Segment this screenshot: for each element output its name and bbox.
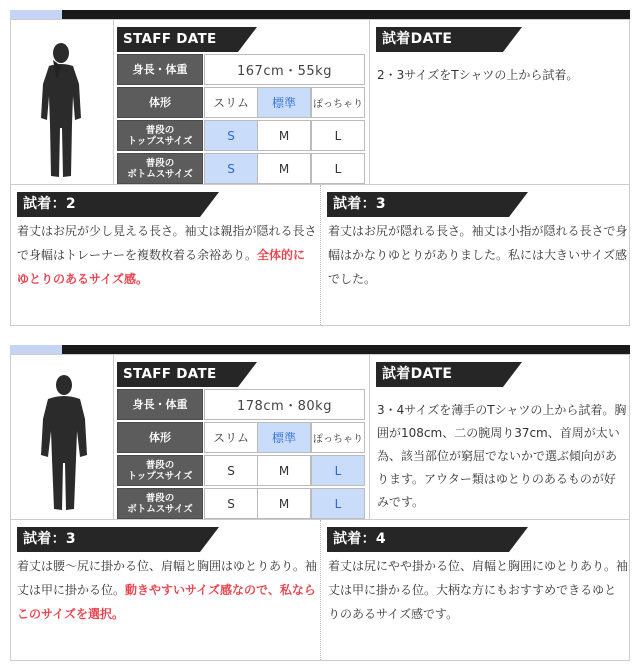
- trial-left-highlight: 全体的にゆとりのあるサイズ感。: [17, 248, 306, 286]
- staff-figure-column: [11, 355, 114, 519]
- trial-right-body: 着丈はお尻が隠れる長さ。袖丈は小指が隠れる長さで身幅はかなりゆとりがありました。私には大きいサイズ感でした。: [328, 224, 628, 286]
- staff-silhouette-icon: [31, 40, 95, 180]
- trial-panel: [10, 185, 630, 326]
- wear-date-text: 2・3サイズをTシャツの上から試着。: [377, 68, 579, 82]
- bottoms-size-l: L: [311, 488, 365, 519]
- staff-date-header: [117, 362, 238, 387]
- tops-label-line2: トップスサイズ: [127, 135, 193, 147]
- shape-chubby: ぽっちゃり: [311, 422, 365, 453]
- trial-left-header: [17, 527, 200, 552]
- trial-right-title: 試着：3: [333, 196, 386, 212]
- trial-left-body: 着丈はお尻が少し見える長さ。袖丈は親指が隠れる長さで身幅はトレーナーを複数枚着る余裕あり。: [17, 224, 317, 262]
- tops-label-line1: 普段の: [145, 459, 175, 471]
- shape-slim: スリム: [204, 87, 258, 118]
- body-shape-label: 体形: [117, 87, 203, 118]
- tops-size-m: M: [257, 120, 311, 151]
- tops-label-line1: 普段の: [145, 124, 175, 136]
- height-weight-label: 身長・体重: [117, 389, 203, 420]
- shape-standard: 標準: [257, 422, 311, 453]
- bottoms-size-m: M: [257, 488, 311, 519]
- wear-date-column: [371, 20, 630, 184]
- block-top-bar: [10, 345, 630, 354]
- staff-block-1: [10, 10, 630, 326]
- trial-left-header: [17, 192, 200, 217]
- bottoms-label-line2: ボトムスサイズ: [127, 503, 193, 515]
- bottoms-size-label: [117, 153, 203, 184]
- bottoms-label-line1: 普段の: [145, 492, 175, 504]
- trial-panel: [10, 520, 630, 661]
- body-shape-label: 体形: [117, 422, 203, 453]
- staff-date-title: STAFF DATE: [123, 366, 217, 382]
- block-top-bar: [10, 10, 630, 19]
- bottoms-size-m: M: [257, 153, 311, 184]
- wear-date-title: 試着DATE: [382, 31, 453, 47]
- trial-right-body: 着丈は尻にやや掛かる位、肩幅と胸囲にゆとりあり。袖丈は甲に掛かる位。大柄な方にもおすすめできるゆとりのあるサイズ感です。: [328, 559, 629, 621]
- shape-slim: スリム: [204, 422, 258, 453]
- trial-right-column: [322, 185, 630, 325]
- tops-size-l: L: [311, 455, 365, 486]
- wear-date-title: 試着DATE: [382, 366, 453, 382]
- staff-date-header: [117, 27, 238, 52]
- tops-size-m: M: [257, 455, 311, 486]
- staff-figure-column: [11, 20, 114, 184]
- shape-standard: 標準: [257, 87, 311, 118]
- trial-right-title: 試着：4: [333, 531, 386, 547]
- trial-left-body: 着丈は腰〜尻に掛かる位、肩幅と胸囲はゆとりあり。袖丈は甲に掛かる位。: [17, 559, 318, 597]
- bottoms-size-s: S: [204, 488, 258, 519]
- tops-label-line2: トップスサイズ: [127, 470, 193, 482]
- trial-left-column: [11, 520, 321, 660]
- tops-size-label: [117, 455, 203, 486]
- trial-left-column: [11, 185, 321, 325]
- staff-data-column: [115, 355, 370, 519]
- staff-block-2: [10, 345, 630, 661]
- trial-left-text: [17, 554, 317, 626]
- tops-size-s: S: [204, 120, 258, 151]
- trial-right-column: [322, 520, 630, 660]
- trial-right-text: [328, 554, 628, 626]
- shape-chubby: ぽっちゃり: [311, 87, 365, 118]
- trial-left-text: [17, 219, 317, 291]
- top-bar-accent: [10, 10, 62, 19]
- trial-left-title: 試着：3: [23, 531, 76, 547]
- bottoms-size-s: S: [204, 153, 258, 184]
- staff-info-panel: [10, 354, 630, 520]
- staff-info-panel: [10, 19, 630, 185]
- tops-size-label: [117, 120, 203, 151]
- trial-left-title: 試着：2: [23, 196, 76, 212]
- staff-data-column: [115, 20, 370, 184]
- height-weight-value: 178cm・80kg: [204, 389, 365, 420]
- trial-left-highlight: 動きやすいサイズ感なので、私ならこのサイズを選択。: [17, 583, 316, 621]
- wear-date-header: [376, 27, 503, 52]
- height-weight-label: 身長・体重: [117, 54, 203, 85]
- trial-right-text: [328, 219, 628, 291]
- staff-silhouette-icon: [33, 373, 97, 513]
- height-weight-value: 167cm・55kg: [204, 54, 365, 85]
- tops-size-s: S: [204, 455, 258, 486]
- trial-right-header: [327, 527, 509, 552]
- wear-date-text: 3・4サイズを薄手のTシャツの上から試着。胸囲が108cm、二の腕周り37cm、首周が太い為、該当部位が窮屈でないかで選ぶ傾向があります。アウター類はゆとりのあるものが好みです。: [377, 403, 627, 509]
- bottoms-size-label: [117, 488, 203, 519]
- bottoms-label-line1: 普段の: [145, 157, 175, 169]
- bottoms-size-l: L: [311, 153, 365, 184]
- tops-size-l: L: [311, 120, 365, 151]
- trial-right-header: [327, 192, 509, 217]
- bottoms-label-line2: ボトムスサイズ: [127, 168, 193, 180]
- wear-date-column: [371, 355, 630, 519]
- wear-date-header: [376, 362, 503, 387]
- staff-date-title: STAFF DATE: [123, 31, 217, 47]
- top-bar-accent: [10, 345, 62, 354]
